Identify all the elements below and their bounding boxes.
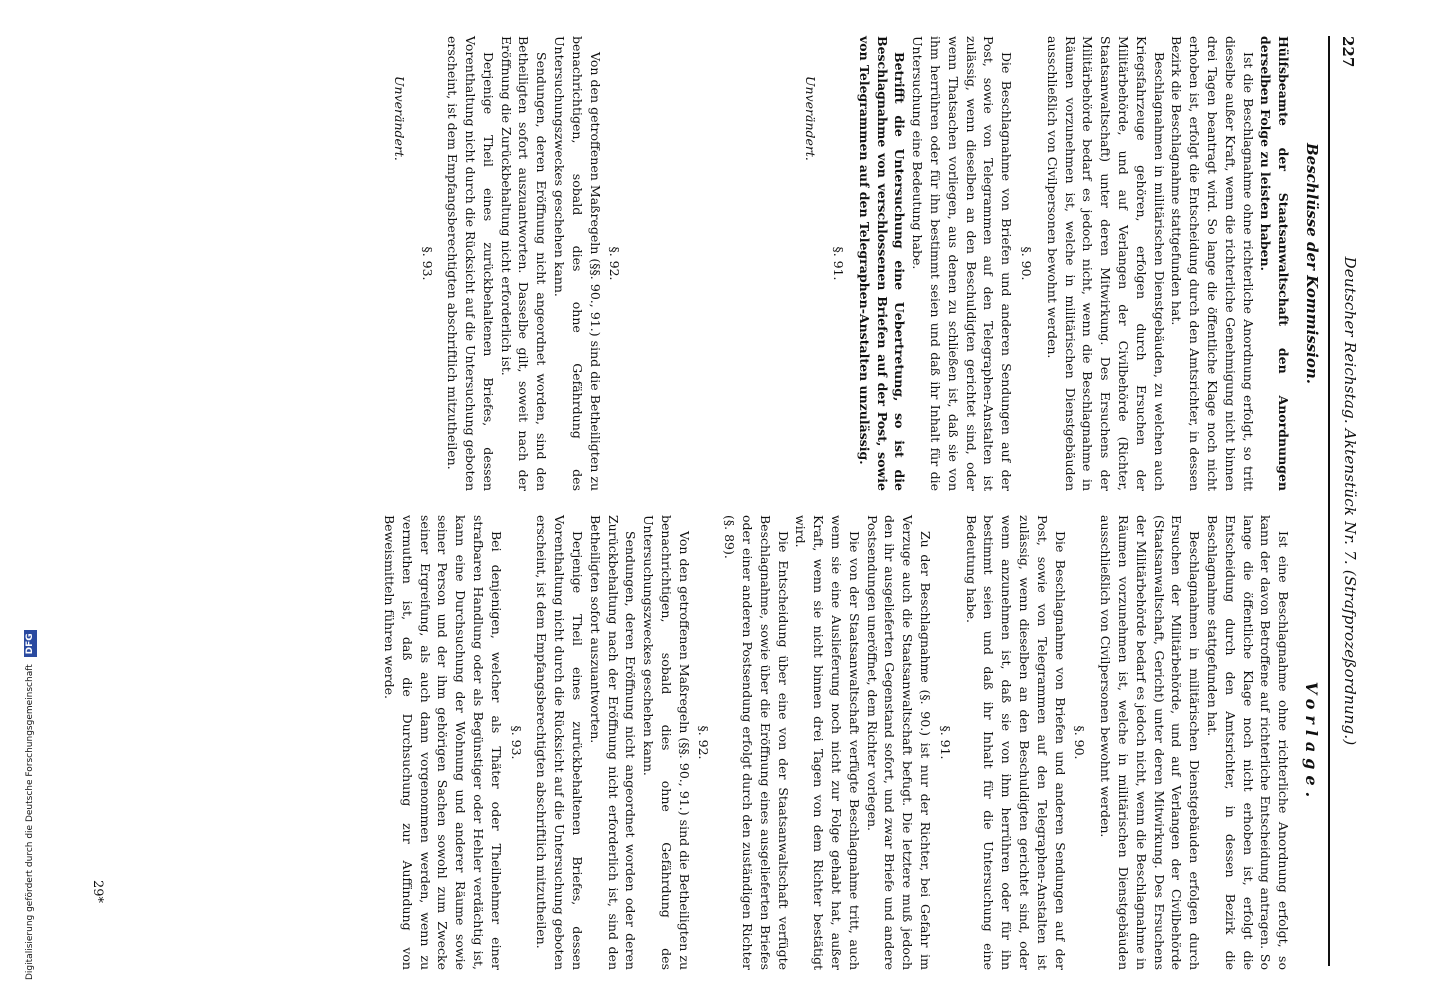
commission-title: Beschlüsse der Kommission.	[1303, 143, 1321, 384]
paragraph: Sendungen, deren Eröffnung nicht angeordnet worden oder deren Zurückbehaltung nach der Eröffnung nicht erforderlich ist, sind den Betheiligten sofort auszuantworten.	[587, 515, 639, 970]
section-heading-91: §. 91.	[831, 246, 847, 281]
unchanged-note: Unverändert.	[803, 76, 819, 161]
dfg-logo: DFG	[24, 630, 37, 657]
paragraph: Bei denjenigen, welcher als Thäter oder Theilnehmer einer strafbaren Handlung oder als Begünstiger oder Hehler verdächtig ist, kann eine Durchsuchung der Wohnung und anderer Räume sowie seiner Person und der ihm gehörigen Sachen sowohl zum Zwecke seiner Ergreifung, als auch dann vorgenommen werden, wenn zu vermuthen ist, daß die Durchsuchung zur Auffindung von Beweismitteln führen werde.	[381, 515, 504, 970]
paragraph: Zu der Beschlagnahme (§. 90.) ist nur der Richter, bei Gefahr im Verzuge auch die Staatsanwaltschaft befugt. Die letztere muß jedoch den ihr ausgelieferten Gegenstand sofort, und zwar Briefe und andere Postsendungen uneröffnet, dem Richter vorlegen.	[864, 515, 934, 970]
sheet-signature: 29*	[90, 880, 105, 904]
document-page	[10, 0, 1370, 1000]
bill-title: Vorlage.	[1302, 681, 1321, 804]
paragraph: Beschlagnahmen in militärischen Dienstgebäuden, zu welchen auch Kriegsfahrzeuge gehören, erfolgen durch Ersuchen der Militärbehörde, und auf Verlangen der Civilbehörde (Richter, Staatsanwaltschaft) unter deren Mitwirkung. Des Ersuchens der Militärbehörde bedarf es jedoch nicht, wenn die Beschlagnahme in Räumen vorzunehmen ist, welche in militärischen Dienstgebäuden ausschließlich von Civilpersonen bewohnt werden.	[1044, 36, 1167, 491]
paragraph: Die Entscheidung über eine von der Staatsanwaltschaft verfügte Beschlagnahme, sowie über die Eröffnung eines ausgelieferten Briefes oder einer anderen Postsendung erfolgt durch den zuständigen Richter (§. 89).	[722, 515, 791, 970]
digitization-footer	[0, 0, 35, 1000]
paragraph: Ist die Beschlagnahme ohne richterliche Anordnung erfolgt, so tritt dieselbe außer Kraft, wenn die richterliche Genehmigung nicht binnen drei Tagen beantragt wird. So lange die öffentliche Klage noch nicht erhoben ist, erfolgt die Entscheidung durch den Amtsrichter, in dessen Bezirk die Beschlagnahme stattgefunden hat.	[1169, 36, 1256, 491]
section-heading-90: §. 90.	[1072, 725, 1088, 760]
paragraph: Hülfsbeamte der Staatsanwaltschaft den Anordnungen derselben Folge zu leisten haben.	[1258, 36, 1292, 491]
paragraph: Von den getroffenen Maßregeln (§§. 90., 91.) sind die Betheiligten zu benachrichtigen, sobald dies ohne Gefährdung des Untersuchungszweckes geschehen kann.	[552, 36, 603, 491]
paragraph: Von den getroffenen Maßregeln (§§. 90., 91.) sind die Betheiligten zu benachrichtigen, sobald dies ohne Gefährdung des Untersuchungszweckes geschehen kann.	[641, 515, 692, 970]
section-heading-93: §. 93.	[419, 246, 435, 281]
section-heading-92: §. 92.	[696, 725, 712, 760]
paragraph: Die Beschlagnahme von Briefen und anderen Sendungen auf der Post, sowie von Telegrammen auf den Telegraphen-Anstalten ist zulässig, wenn dieselben an den Beschuldigten gerichtet sind, oder wenn anzunehmen ist, daß sie von ihm herrühren oder für ihn bestimmt seien und daß ihr Inhalt für die Untersuchung eine Bedeutung habe.	[963, 515, 1068, 970]
paragraph: Sendungen, deren Eröffnung nicht angeordnet worden, sind den Betheiligten sofort auszuantworten. Dasselbe gilt, soweit nach der Eröffnung die Zurückbehaltung nicht erforderlich ist.	[498, 36, 550, 491]
page-number: 227	[1339, 36, 1357, 68]
spacer	[631, 36, 781, 491]
paragraph: Ist eine Beschlagnahme ohne richterliche Anordnung erfolgt, so kann der davon Betroffene auf richterliche Entscheidung antragen. So lange die öffentliche Klage noch nicht erhoben ist, erfolgt die Entscheidung durch den Amtsrichter, in dessen Bezirk die Beschlagnahme stattgefunden hat.	[1205, 515, 1292, 970]
header-rule	[1328, 36, 1330, 966]
digitization-credit: Digitalisierung gefördert durch die Deutsche Forschungsgemeinschaft	[25, 664, 35, 980]
section-heading-90: §. 90.	[1019, 246, 1035, 281]
commission-column	[370, 36, 1322, 491]
paragraph: Beschlagnahmen in militärischen Dienstgebäuden erfolgen durch Ersuchen der Militärbehörde, und auf Verlangen der Civilbehörde (Staatsanwaltschaft, Gericht) unter deren Mitwirkung. Des Ersuchens der Militärbehörde bedarf es jedoch nicht, wenn die Beschlagnahme in Räumen vorzunehmen ist, welche in militärischen Dienstgebäuden ausschließlich von Civilpersonen bewohnt werden.	[1098, 515, 1203, 970]
bill-column	[380, 515, 1322, 970]
paragraph: Derjenige Theil eines zurückbehaltenen Briefes, dessen Vorenthaltung nicht durch die Rücksicht auf die Untersuchung geboten erscheint, ist dem Empfangsberechtigten abschriftlich mitzutheilen.	[445, 36, 496, 491]
paragraph: Die Beschlagnahme von Briefen und anderen Sendungen auf der Post, sowie von Telegrammen auf den Telegraphen-Anstalten ist zulässig, wenn dieselben an den Beschuldigten gerichtet sind, oder wenn Thatsachen vorliegen, aus denen zu schließen ist, daß sie von ihm herrühren oder für ihn bestimmt seien und daß ihr Inhalt für die Untersuchung eine Bedeutung habe.	[910, 36, 1015, 491]
unchanged-note: Unverändert.	[391, 76, 407, 161]
paragraph: Betrifft die Untersuchung eine Uebertretung, so ist die Beschlagnahme von verschlossenen Briefen auf der Post, sowie von Telegrammen auf den Telegraphen-Anstalten unzulässig.	[856, 36, 908, 491]
page-header	[1330, 36, 1360, 966]
section-heading-92: §. 92.	[607, 246, 623, 281]
running-title: Deutscher Reichstag. Aktenstück Nr. 7. (Strafprozeßordnung.)	[1341, 256, 1359, 746]
section-heading-91: §. 91.	[937, 725, 953, 760]
paragraph: Die von der Staatsanwaltschaft verfügte Beschlagnahme tritt, auch wenn sie eine Auslieferung noch nicht zur Folge gehabt hat, außer Kraft, wenn sie nicht binnen drei Tagen von dem Richter bestätigt wird.	[793, 515, 862, 970]
section-heading-93: §. 93.	[508, 725, 524, 760]
paragraph: Derjenige Theil eines zurückbehaltenen Briefes, dessen Vorenthaltung nicht durch die Rücksicht auf die Untersuchung geboten erscheint, ist dem Empfangsberechtigten abschriftlich mitzutheilen.	[534, 515, 585, 970]
